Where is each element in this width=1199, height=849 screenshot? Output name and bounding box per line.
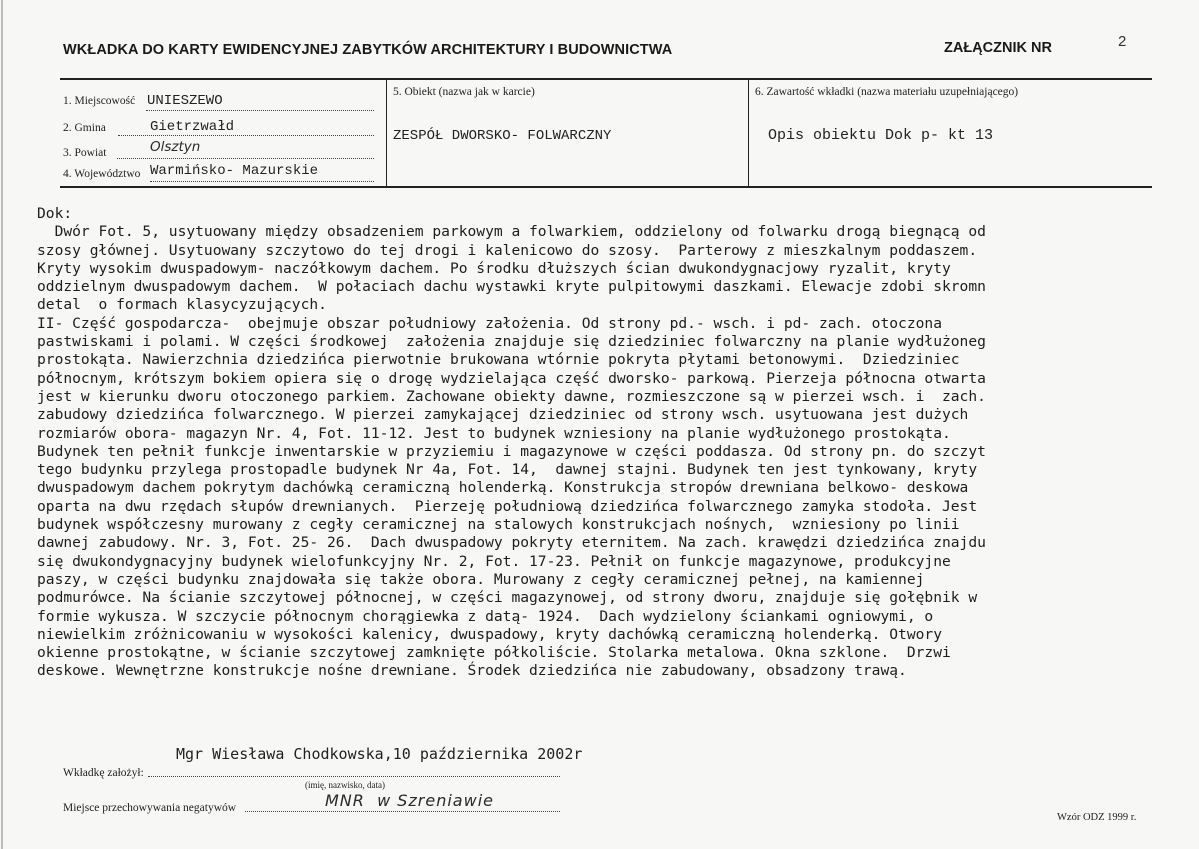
gmina-value: Gietrzwałd — [150, 119, 235, 135]
powiat-dotted-line — [117, 158, 374, 159]
body-line: okienne prostokątne, w ścianie szczytowej zamknięte półkoliście. Stolarka metalowa. Okna szklone. Drzwi — [37, 644, 951, 662]
body-line: formie wykusza. W szczycie północnym chorągiewka z datą- 1924. Dach wydzielony ściankami ogniowymi, o — [37, 607, 934, 625]
body-line: niewielkim zróżnicowaniu w wysokości kalenicy, dwuspadowy, kryty dachówką ceramiczną holenderką. Otwory — [37, 625, 942, 643]
page-edge — [1, 0, 3, 849]
column-divider-1 — [386, 78, 387, 187]
miejscowosc-value: UNIESZEWO — [147, 93, 223, 109]
body-line: detal o formach klasycyzujących. — [37, 296, 327, 314]
body-line: zabudowy dziedzińca folwarcznego. W pierzei zamykającej dziedziniec od strony wsch. usytuowana jest dużych — [37, 406, 969, 424]
body-line: oparta na dwu rzędach słupów drewnianych. Pierzeję południową dziedzińca folwarcznego zamyka stodoła. Jest — [37, 497, 978, 515]
miejscowosc-dotted-line — [146, 110, 374, 111]
gmina-label: 2. Gmina — [63, 122, 106, 134]
body-line: Dwór Fot. 5, usytuowany między obsadzeniem parkowym a folwarkiem, oddzielony od folwarku drogą biegnącą od — [37, 223, 986, 241]
storage-dotted-line — [245, 811, 560, 812]
body-line: Dok: — [37, 205, 73, 222]
wojewodztwo-value: Warmińsko- Mazurskie — [150, 163, 319, 179]
body-line: jest w kierunku dworu otoczonego parkiem. Zachowane obiekty dawne, rozmieszczone są w pierzei wsch. i zach. — [37, 387, 986, 405]
object-value: ZESPÓŁ DWORSKO- FOLWARCZNY — [393, 128, 612, 144]
header-rule-bottom — [60, 186, 1152, 188]
storage-label: Miejsce przechowywania negatywów — [63, 802, 237, 814]
contents-label: 6. Zawartość wkładki (nazwa materiału uzupełniającego) — [755, 86, 1019, 98]
form-model-label: Wzór ODZ 1999 r. — [1057, 812, 1137, 823]
description-body — [37, 205, 1157, 681]
body-line: się dwukondygnacyjny budynek wielofunkcyjny Nr. 2, Fot. 17-23. Pełnił on funkcje magazynowe, produkcyjne — [37, 552, 951, 570]
body-line: podmurówce. Na ścianie szczytowej północnej, w części magazynowej, od strony dworu, znajduje się gołębnik w — [37, 589, 978, 607]
body-line: północnym, krótszym bokiem opiera się o drogę wydzielająca część dworsko- parkową. Pierzeja północna otwarta — [37, 369, 986, 387]
body-line: rozmiarów obora- magazyn Nr. 4, Fot. 11-12. Jest to budynek wzniesiony na planie wydłużonego prostokąta. — [37, 424, 951, 442]
body-line: dwuspadowym dachem pokrytym dachówką ceramiczną holenderką. Konstrukcja stropów drewniana belkowo- deskowa — [37, 479, 969, 497]
body-line: Budynek ten pełnił funkcje inwentarskie w przyziemiu i magazynowe w części poddasza. Od strony pn. do szczyt — [37, 442, 986, 460]
author-value: Mgr Wiesława Chodkowska,10 października 2002r — [176, 745, 583, 763]
body-line: paszy, w części budynku znajdowała się także obora. Murowany z cegły ceramicznej pełnej, na kamiennej — [37, 570, 925, 588]
body-line: dawnej zabudowy. Nr. 3, Fot. 25- 26. Dach dwuspadowy pokryty eternitem. Na zach. krawędzi dziedzińca znajdu — [37, 534, 986, 552]
page-number: 2 — [1118, 33, 1127, 50]
body-line: budynek współczesny murowany z cegły ceramicznej na stalowych konstrukcjach nośnych, wzniesiony po linii — [37, 516, 960, 534]
body-line: Kryty wysokim dwuspadowym- naczółkowym dachem. Po środku dłuższych ścian dwukondygnacjowy ryzalit, kryty — [37, 259, 951, 277]
body-line: II- Część gospodarcza- obejmuje obszar południowy założenia. Od strony pd.- wsch. i pd- zach. otoczona — [37, 314, 942, 332]
body-line: tego budynku przylega prostopadle budynek Nr 4a, Fot. 14, dawnej stajni. Budynek ten jest tynkowany, kryty — [37, 461, 978, 479]
body-line: oddzielnym dwuspadowym dachem. W połaciach dachu wystawki kryte pulpitowymi daszkami. Elewacje zdobi skromn — [37, 278, 986, 296]
powiat-label: 3. Powiat — [63, 147, 107, 159]
wojewodztwo-label: 4. Województwo — [63, 168, 141, 180]
powiat-value: Olsztyn — [150, 139, 201, 155]
body-line: prostokąta. Nawierzchnia dziedzińca pierwotnie brukowana wtórnie pokryta płytami betonowymi. Dziedziniec — [37, 351, 960, 369]
miejscowosc-label: 1. Miejscowość — [63, 95, 136, 107]
body-line: deskowe. Wewnętrzne konstrukcje nośne drewniane. Środek dziedzińca nie zabudowany, obsadzony trawą. — [37, 662, 907, 680]
author-label: Wkładkę założył: — [63, 767, 144, 779]
gmina-dotted-line — [118, 135, 374, 136]
annex-label: ZAŁĄCZNIK NR — [944, 40, 1052, 56]
form-title: WKŁADKA DO KARTY EWIDENCYJNEJ ZABYTKÓW ARCHITEKTURY I BUDOWNICTWA — [63, 42, 673, 58]
body-line: szosy głównej. Usytuowany szczytowo do tej drogi i kalenicowo do szosy. Parterowy z mieszkalnym poddaszem. — [37, 241, 978, 259]
column-divider-2 — [748, 78, 749, 187]
wojewodztwo-dotted-line — [150, 181, 374, 182]
body-line: pastwiskami i polami. W części środkowej założenia znajduje się dziedziniec folwarczny na planie wydłużoneg — [37, 333, 986, 351]
author-dotted-line — [148, 776, 560, 777]
contents-value: Opis obiektu Dok p- kt 13 — [768, 127, 994, 144]
storage-value: MNR w Szreniawie — [325, 791, 494, 810]
object-label: 5. Obiekt (nazwa jak w karcie) — [393, 86, 535, 98]
header-rule-top — [60, 78, 1152, 80]
author-hint: (imię, nazwisko, data) — [305, 780, 385, 790]
